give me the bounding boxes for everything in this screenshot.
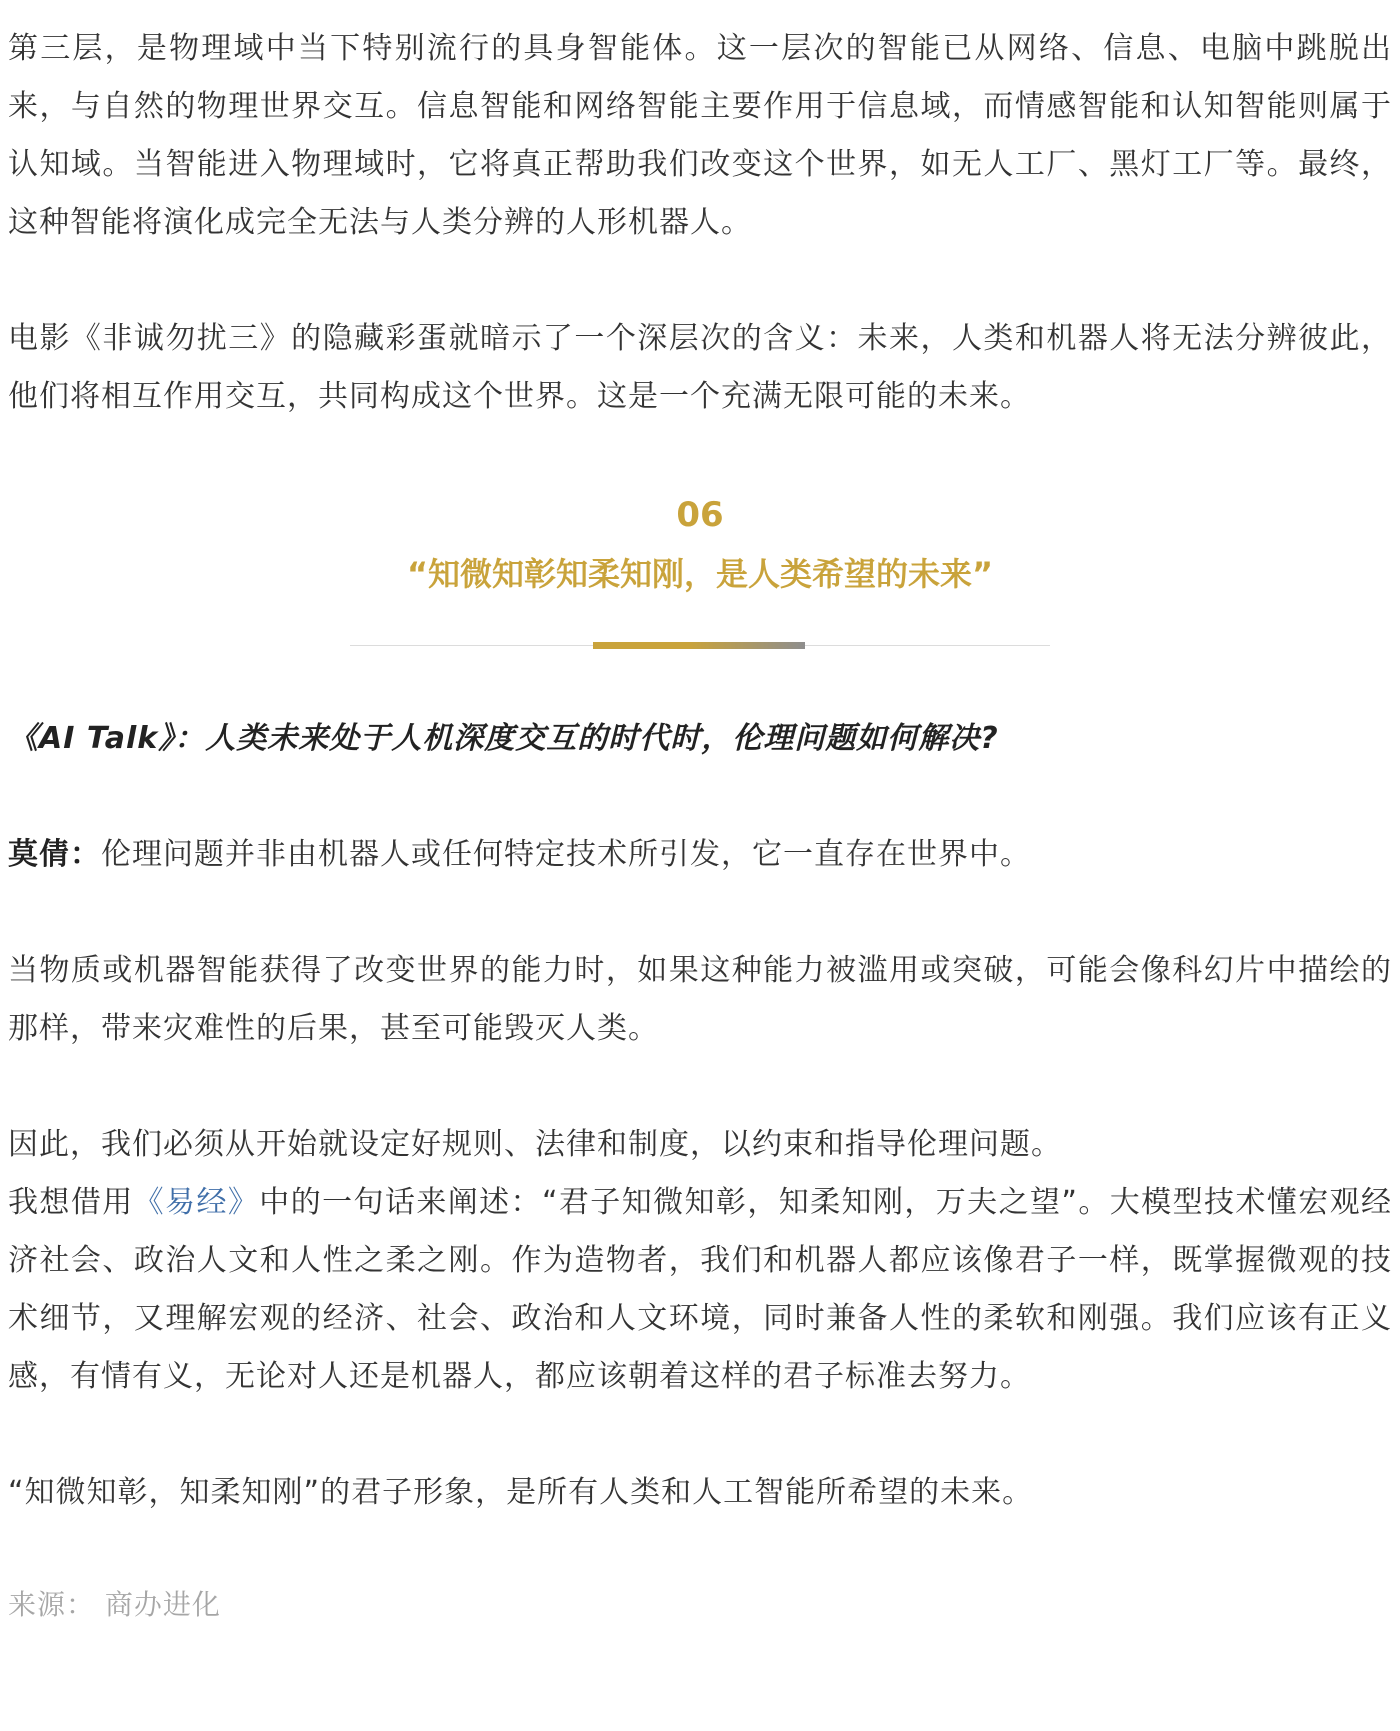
book-link-yijing[interactable]: 《易经》 <box>133 1185 260 1220</box>
paragraph-spacer <box>8 1406 1392 1464</box>
paragraph-spacer <box>8 1058 1392 1116</box>
answer-text-4-before: 我想借用 <box>8 1185 134 1220</box>
answer-paragraph-1 <box>8 826 1392 884</box>
answer-text-1: 伦理问题并非由机器人或任何特定技术所引发，它一直存在世界中。 <box>101 837 1031 872</box>
section-header <box>8 490 1392 650</box>
answer-paragraph-4 <box>8 1174 1392 1406</box>
paragraph-physical-domain: 第三层，是物理域中当下特别流行的具身智能体。这一层次的智能已从网络、信息、电脑中跳脱出来，与自然的物理世界交互。信息智能和网络智能主要作用于信息域，而情感智能和认知智能则属于认知域。当智能进入物理域时，它将真正帮助我们改变这个世界，如无人工厂、黑灯工厂等。最终，这种智能将演化成完全无法与人类分辨的人形机器人。 <box>8 31 1392 240</box>
answer-paragraph-2: 当物质或机器智能获得了改变世界的能力时，如果这种能力被滥用或突破，可能会像科幻片中描绘的那样，带来灾难性的后果，甚至可能毁灭人类。 <box>8 953 1392 1046</box>
article-body <box>8 20 1392 1630</box>
paragraph-spacer <box>8 884 1392 942</box>
paragraph-spacer <box>8 1522 1392 1580</box>
speaker-name: 莫倩： <box>8 837 101 872</box>
section-title: “知微知彰知柔知刚，是人类希望的未来” <box>406 555 994 593</box>
paragraph-movie-easter-egg: 电影《非诚勿扰三》的隐藏彩蛋就暗示了一个深层次的含义：未来，人类和机器人将无法分辨彼此，他们将相互作用交互，共同构成这个世界。这是一个充满无限可能的未来。 <box>8 321 1392 414</box>
section-number: 06 <box>676 495 724 535</box>
answer-paragraph-3: 因此，我们必须从开始就设定好规则、法律和制度，以约束和指导伦理问题。 <box>8 1127 1062 1162</box>
paragraph-spacer <box>8 768 1392 826</box>
section-divider <box>350 642 1050 650</box>
divider-accent-bar <box>593 642 805 649</box>
article-source: 来源： 商办进化 <box>8 1588 221 1621</box>
paragraph-spacer <box>8 252 1392 310</box>
answer-paragraph-5: “知微知彰，知柔知刚”的君子形象，是所有人类和人工智能所希望的未来。 <box>8 1475 1034 1510</box>
interview-question: 《AI Talk》：人类未来处于人机深度交互的时代时，伦理问题如何解决? <box>8 721 999 756</box>
answer-text-4-after: 中的一句话来阐述：“君子知微知彰，知柔知刚，万夫之望”。大模型技术懂宏观经济社会、政治人文和人性之柔之刚。作为造物者，我们和机器人都应该像君子一样，既掌握微观的技术细节，又理解宏观的经济、社会、政治和人文环境，同时兼备人性的柔软和刚强。我们应该有正义感，有情有义，无论对人还是机器人，都应该朝着这样的君子标准去努力。 <box>8 1185 1393 1394</box>
